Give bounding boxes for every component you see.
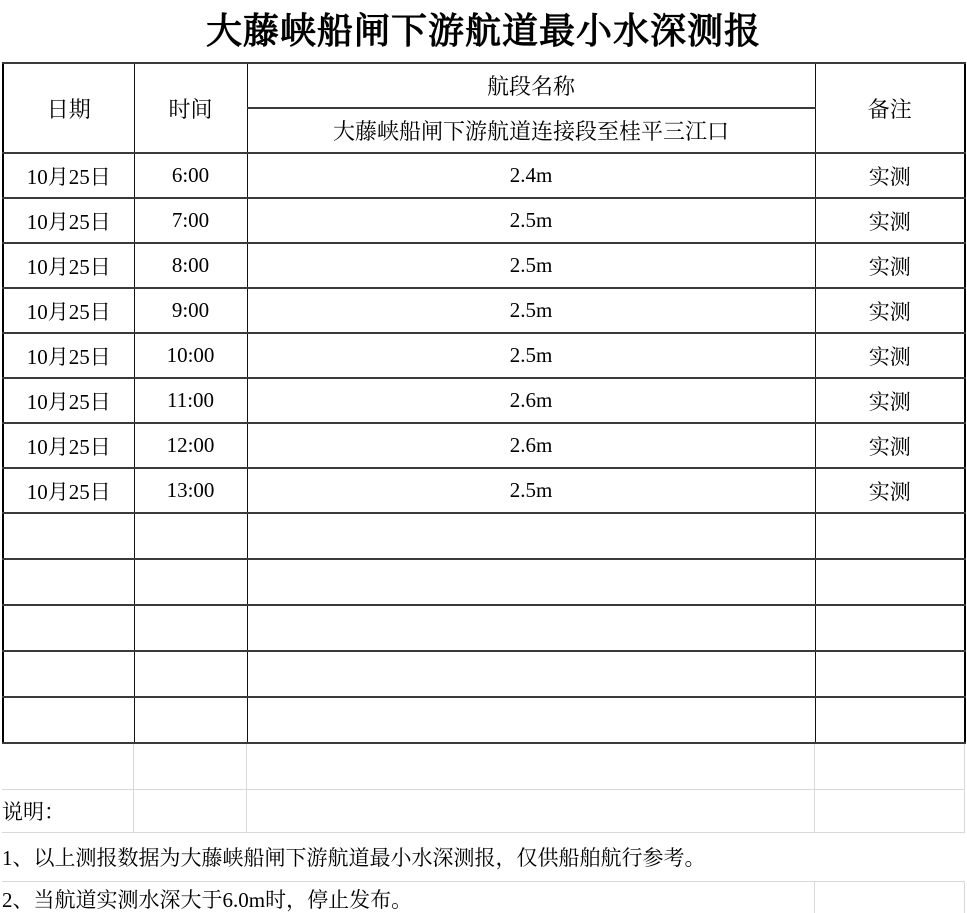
cell-date: 10月25日 [3, 333, 134, 378]
light-empty-row [2, 744, 964, 789]
cell-remark: 实测 [815, 288, 965, 333]
table-row [3, 423, 965, 468]
note-row-2 [2, 881, 964, 913]
cell-time: 13:00 [134, 468, 247, 513]
title-bar [0, 0, 967, 62]
note-row-2-tail-cell [814, 881, 964, 913]
empty-table-row [3, 697, 965, 743]
cell-time: 6:00 [134, 153, 247, 198]
cell-time: 11:00 [134, 378, 247, 423]
cell-remark: 实测 [815, 378, 965, 423]
table-row [3, 333, 965, 378]
cell-remark: 实测 [815, 333, 965, 378]
cell-depth: 2.5m [247, 198, 815, 243]
cell-depth: 2.5m [247, 243, 815, 288]
table-row [3, 153, 965, 198]
empty-table-row [3, 513, 965, 559]
empty-table-row [3, 559, 965, 605]
cell-date: 10月25日 [3, 198, 134, 243]
table-row [3, 468, 965, 513]
cell-remark: 实测 [815, 153, 965, 198]
cell-depth: 2.5m [247, 333, 815, 378]
depth-report-table [2, 62, 966, 744]
cell-time: 7:00 [134, 198, 247, 243]
cell-time: 8:00 [134, 243, 247, 288]
header-time: 时间 [134, 63, 247, 153]
cell-remark: 实测 [815, 243, 965, 288]
cell-depth: 2.5m [247, 468, 815, 513]
cell-depth: 2.6m [247, 378, 815, 423]
notes-label: 说明： [2, 789, 133, 832]
cell-date: 10月25日 [3, 378, 134, 423]
section-name: 大藤峡船闸下游航道连接段至桂平三江口 [247, 108, 815, 153]
cell-date: 10月25日 [3, 468, 134, 513]
cell-date: 10月25日 [3, 153, 134, 198]
table-row [3, 288, 965, 333]
cell-date: 10月25日 [3, 423, 134, 468]
note-item-1: 1、以上测报数据为大藤峡船闸下游航道最小水深测报，仅供船舶航行参考。 [2, 832, 964, 881]
note-item-2: 2、当航道实测水深大于6.0m时，停止发布。 [2, 888, 413, 913]
table-row [3, 243, 965, 288]
note-row-1 [2, 832, 964, 881]
header-remark: 备注 [815, 63, 965, 153]
cell-date: 10月25日 [3, 288, 134, 333]
table-row [3, 378, 965, 423]
cell-date: 10月25日 [3, 243, 134, 288]
cell-time: 12:00 [134, 423, 247, 468]
cell-time: 10:00 [134, 333, 247, 378]
table-body [3, 153, 965, 743]
cell-remark: 实测 [815, 468, 965, 513]
cell-depth: 2.4m [247, 153, 815, 198]
cell-depth: 2.5m [247, 288, 815, 333]
cell-remark: 实测 [815, 198, 965, 243]
table-header [3, 63, 965, 153]
notes-label-row [2, 789, 964, 832]
empty-table-row [3, 651, 965, 697]
header-section: 航段名称 [247, 63, 815, 108]
table-row [3, 198, 965, 243]
page-title: 大藤峡船闸下游航道最小水深测报 [205, 10, 761, 51]
cell-remark: 实测 [815, 423, 965, 468]
cell-time: 9:00 [134, 288, 247, 333]
cell-depth: 2.6m [247, 423, 815, 468]
empty-table-row [3, 605, 965, 651]
notes-section [2, 744, 965, 913]
header-date: 日期 [3, 63, 134, 153]
